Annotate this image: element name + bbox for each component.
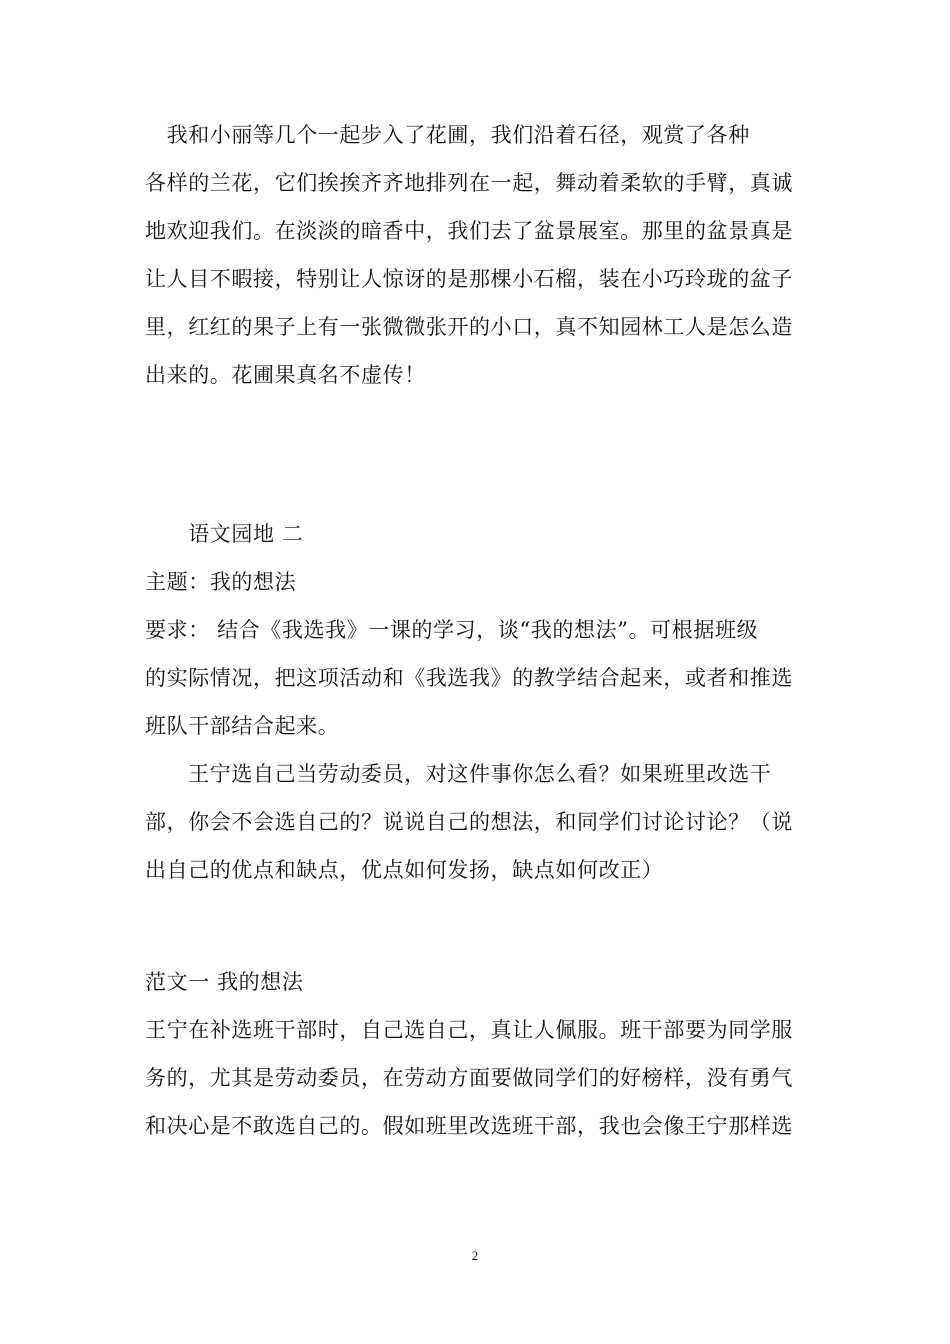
essay-line: 王宁在补选班干部时，自己选自己，真让人佩服。班干部要为同学服: [145, 1018, 793, 1042]
paragraph-flower-garden: [145, 111, 809, 399]
page-number: 2: [471, 1248, 479, 1263]
requirement-line: 的实际情况，把这项活动和《我选我》的教学结合起来，或者和推选: [145, 666, 793, 690]
section-yuwen-yuandi: [145, 510, 809, 894]
text-line: 让人目不暇接，特别让人惊讶的是那棵小石榴，装在小巧玲珑的盆子: [145, 267, 793, 291]
prompt-line: 出自己的优点和缺点，优点如何发扬，缺点如何改正）: [145, 858, 664, 882]
essay-title: 范文一 我的想法: [145, 970, 304, 994]
text-line: 各样的兰花，它们挨挨齐齐地排列在一起，舞动着柔软的手臂，真诚: [145, 171, 793, 195]
requirement-line: 班队干部结合起来。: [145, 714, 340, 738]
text-line: 地欢迎我们。在淡淡的暗香中，我们去了盆景展室。那里的盆景真是: [145, 219, 793, 243]
sample-essay: [145, 958, 809, 1150]
text-line: 里，红红的果子上有一张微微张开的小口，真不知园林工人是怎么造: [145, 315, 793, 339]
essay-line: 和决心是不敢选自己的。假如班里改选班干部，我也会像王宁那样选: [145, 1114, 793, 1138]
prompt-line: 部，你会不会选自己的？说说自己的想法，和同学们讨论讨论？（说: [145, 810, 793, 834]
text-line: 我和小丽等几个一起步入了花圃，我们沿着石径，观赏了各种: [145, 123, 750, 147]
prompt-line: 王宁选自己当劳动委员，对这件事你怎么看？如果班里改选干: [145, 762, 772, 786]
text-line: 出来的。花圃果真名不虚传！: [145, 363, 426, 387]
essay-line: 务的，尤其是劳动委员，在劳动方面要做同学们的好榜样，没有勇气: [145, 1066, 793, 1090]
section-theme: 主题：我的想法: [145, 570, 297, 594]
section-title: 语文园地 二: [145, 522, 304, 546]
requirement-line: 要求： 结合《我选我》一课的学习，谈“我的想法”。可根据班级: [145, 618, 759, 642]
